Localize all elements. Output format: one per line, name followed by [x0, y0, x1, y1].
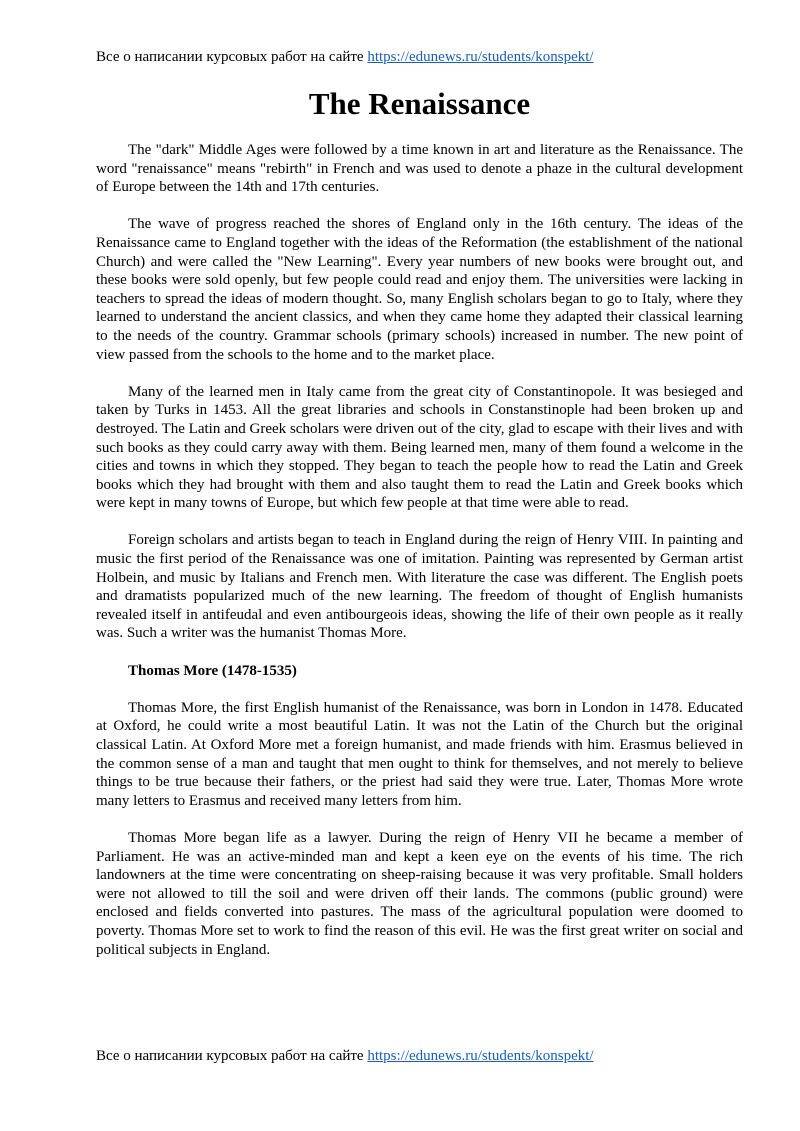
footer-link[interactable]: https://edunews.ru/students/konspekt/	[367, 1048, 594, 1064]
header-link[interactable]: https://edunews.ru/students/konspekt/	[367, 49, 594, 65]
document-body	[96, 141, 743, 978]
paragraph-more-biography: Thomas More, the first English humanist of the Renaissance, was born in London in 1478. Educated at Oxford, he could write a most beautiful Latin. It was not the Latin of the Church but the original classical Latin. At Oxford More met a foreign humanist, and made friends with him. Erasmus believed in the common sense of a man and taught that men ought to think for themselves, and not merely to believe things to be true because their fathers, or the priest had said they were true. Later, Thomas More wrote many letters to Erasmus and received many letters from him.	[96, 699, 743, 809]
paragraph-more-lawyer: Thomas More began life as a lawyer. During the reign of Henry VII he became a member of Parliament. He was an active-minded man and kept a keen eye on the events of his time. The rich landowners at the time were concentrating on sheep-raising because it was very profitable. Small holders were not allowed to till the soil and were driven off their lands. The commons (public ground) were enclosed and fields converted into pastures. The mass of the agricultural population were doomed to poverty. Thomas More set to work to find the reason of this evil. He was the first great writer on social and political subjects in England.	[96, 829, 743, 958]
document-title: The Renaissance	[308, 86, 531, 121]
footer-note-text: Все о написании курсовых работ на сайте	[96, 1048, 368, 1064]
paragraph-progress: The wave of progress reached the shores of England only in the 16th century. The ideas of the Renaissance came to England together with the ideas of the Reformation (the establishment of the national Church) and were called the "New Learning". Every year numbers of new books were brought out, and these books were sold openly, but few people could read and enjoy them. The universities were lacking in teachers to spread the ideas of modern thought. So, many English scholars began to go to Italy, where they learned to understand the ancient classics, and when they came home they adapted their classical learning to the needs of the country. Grammar schools (primary schools) increased in number. The new point of view passed from the schools to the home and to the market place.	[96, 216, 743, 363]
header-note	[96, 48, 594, 66]
header-note-text: Все о написании курсовых работ на сайте	[96, 49, 368, 65]
section-heading-thomas-more: Thomas More (1478-1535)	[128, 662, 297, 679]
footer-note	[96, 1047, 594, 1065]
paragraph-foreign-scholars: Foreign scholars and artists began to teach in England during the reign of Henry VIII. In painting and music the first period of the Renaissance was one of imitation. Painting was represented by German artist Holbein, and music by Italians and French men. With literature the case was different. The English poets and dramatists popularized much of the new learning. The freedom of thought of English humanists revealed itself in antifeudal and even antibourgeois ideas, showing the life of their own people as it really was. Such a writer was the humanist Thomas More.	[96, 532, 743, 642]
paragraph-intro: The "dark" Middle Ages were followed by a time known in art and literature as the Renaissance. The word "renaissance" means "rebirth" in French and was used to denote a phaze in the cultural development of Europe between the 14th and 17th centuries.	[96, 142, 743, 196]
paragraph-constantinople: Many of the learned men in Italy came from the great city of Constantinopole. It was besieged and taken by Turks in 1453. All the great libraries and schools in Constanstinople had been broken up and destroyed. The Latin and Greek scholars were driven out of the city, glad to escape with their lives and with such books as they could carry away with them. Being learned men, many of them found a welcome in the cities and towns in which they stopped. They began to teach the people how to read the Latin and Greek books which they had brought with them and also taught them to read the Latin and Greek books which were kept in many towns of Europe, but which few people at that time were able to read.	[96, 383, 743, 512]
